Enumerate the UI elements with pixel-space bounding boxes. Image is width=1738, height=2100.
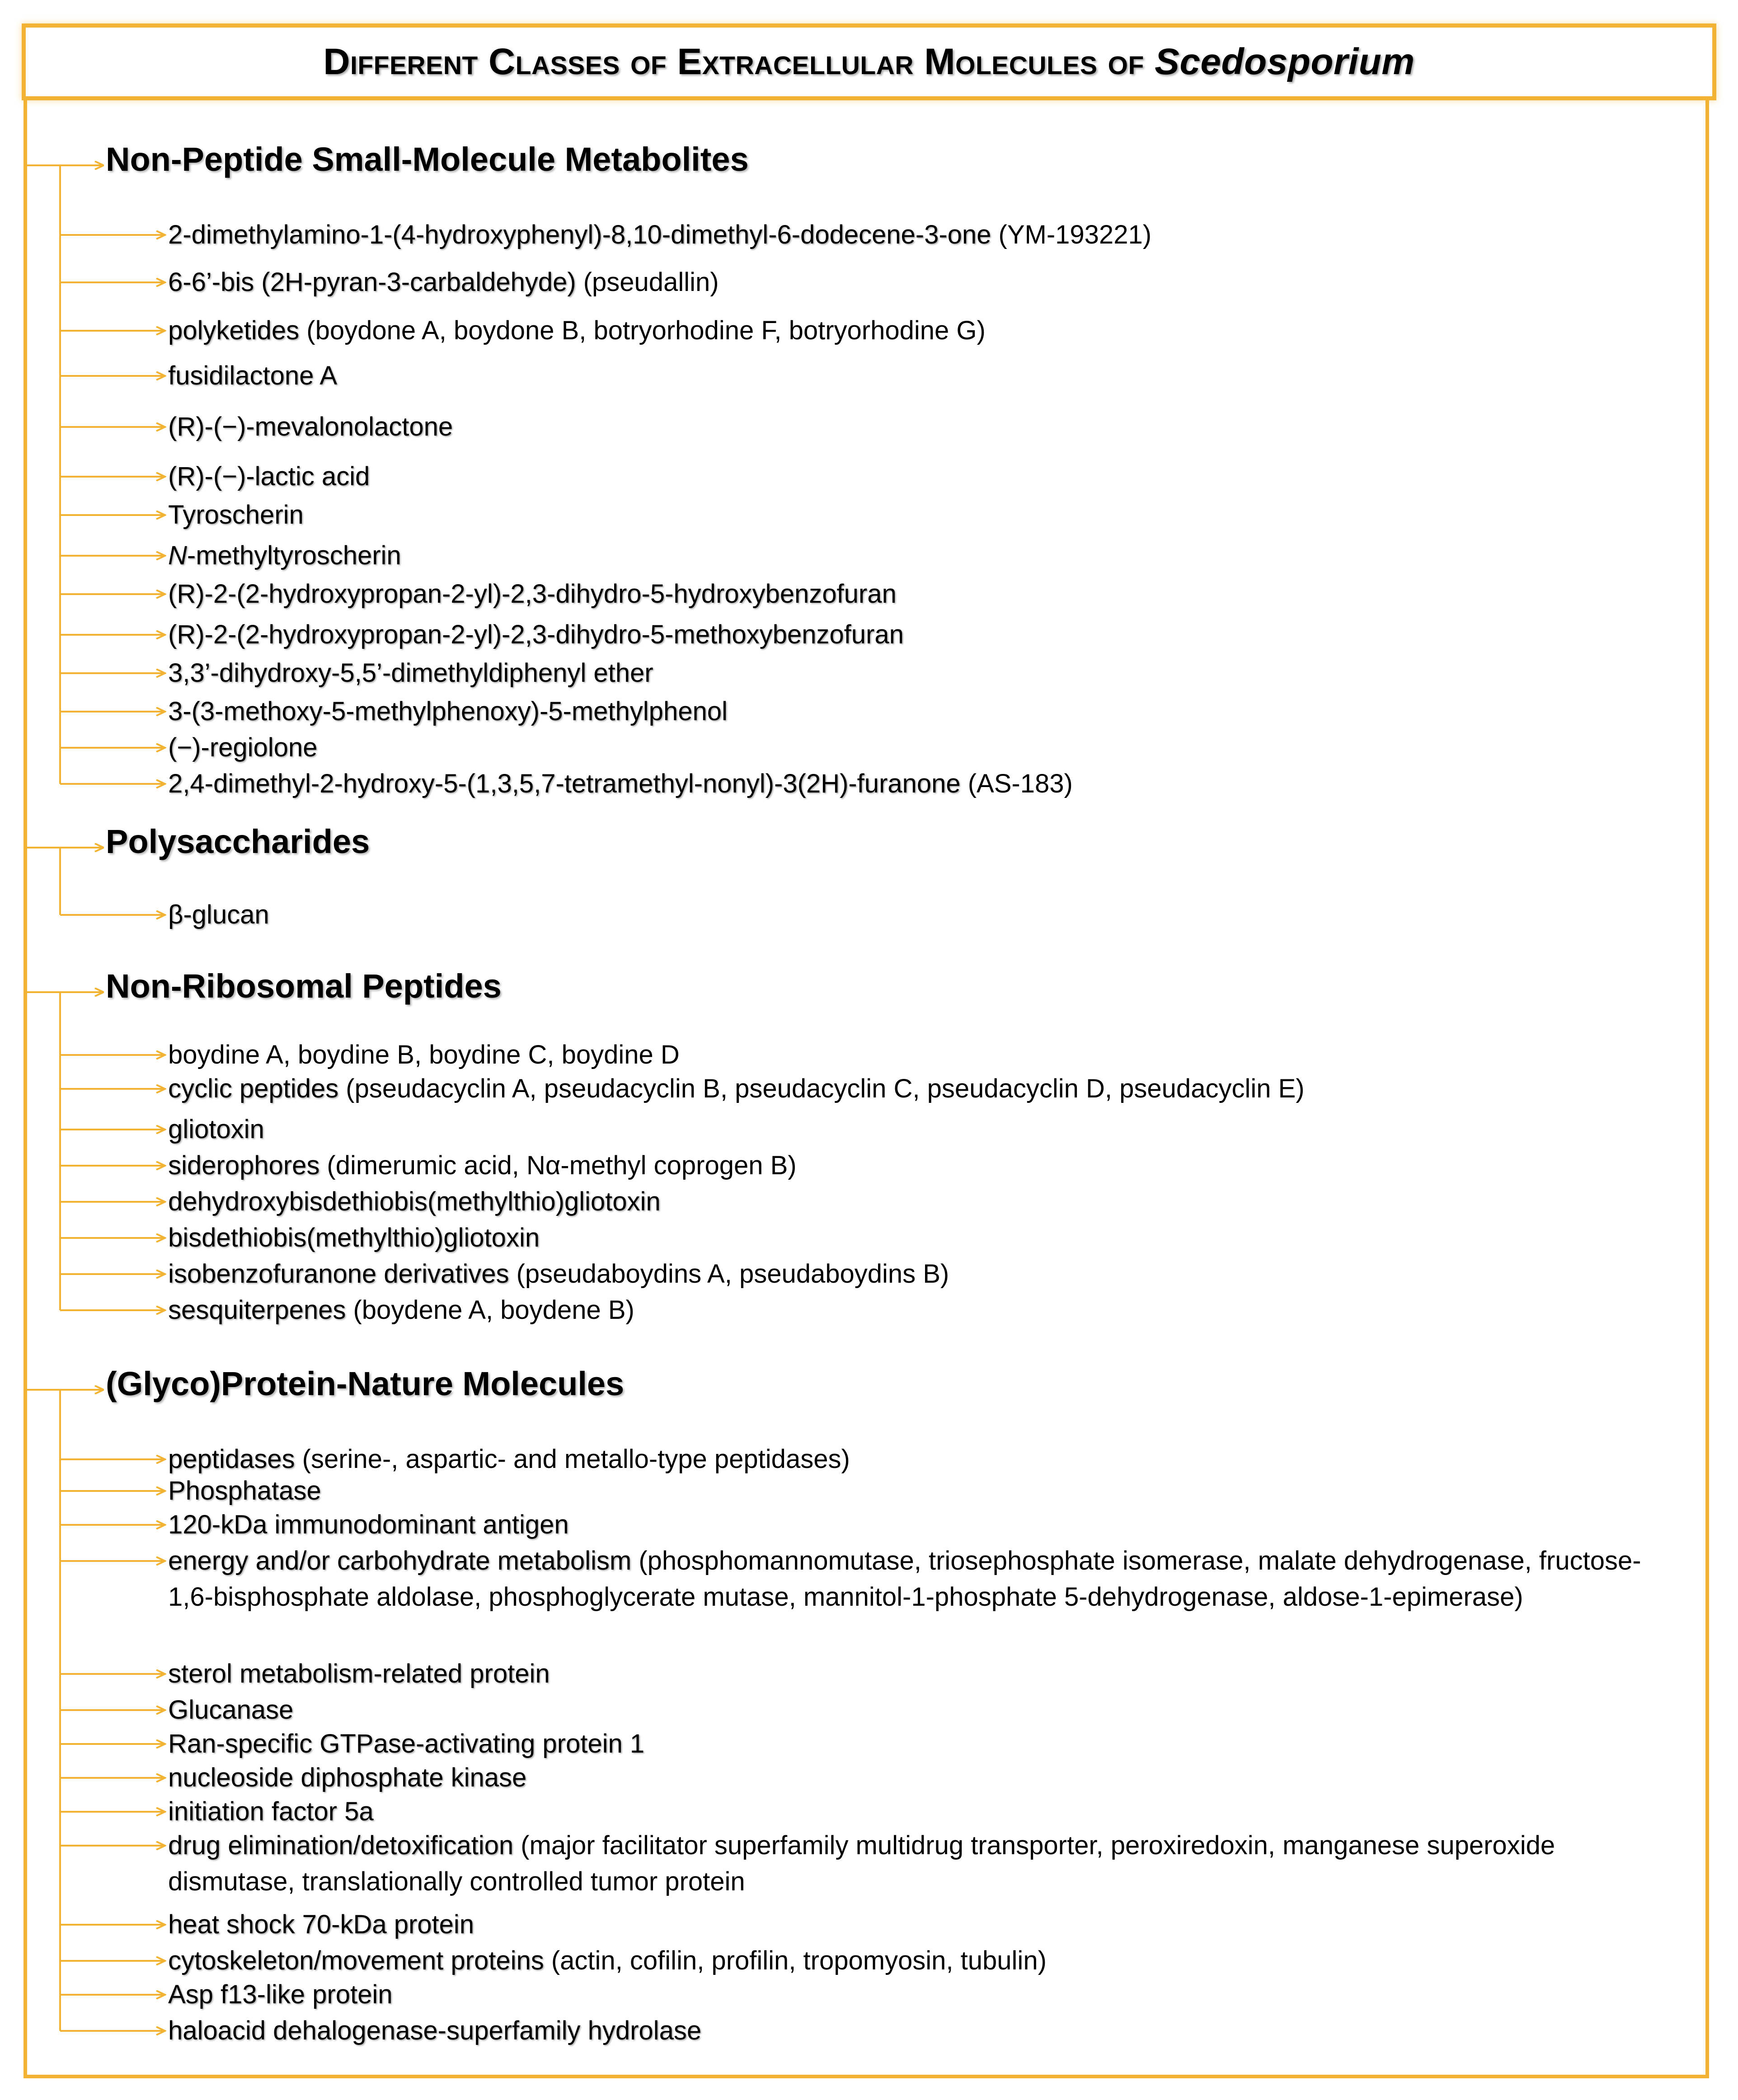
item-name: dehydroxybisdethiobis(methylthio)gliotoxin — [168, 1187, 661, 1216]
item-arrow-icon — [60, 1669, 166, 1678]
item-name: isobenzofuranone derivatives — [168, 1259, 509, 1289]
section-arrow-icon — [27, 1385, 104, 1394]
item-name: Asp f13-like protein — [168, 1980, 393, 2009]
section-arrow-icon — [27, 988, 104, 997]
item-name: Ran-specific GTPase-activating protein 1 — [168, 1729, 645, 1758]
item-text — [168, 2013, 1668, 2049]
item-name: peptidases — [168, 1444, 295, 1474]
item-arrow-icon — [60, 472, 166, 481]
item-text — [168, 1256, 1668, 1292]
item-arrow-icon — [60, 630, 166, 639]
item-text — [168, 409, 1668, 445]
item-arrow-icon — [60, 1841, 166, 1850]
item-name: sesquiterpenes — [168, 1295, 346, 1325]
item-arrow-icon — [60, 1270, 166, 1279]
item-arrow-icon — [60, 1956, 166, 1965]
item-detail: (YM-193221) — [991, 220, 1152, 249]
item-detail: (major facilitator superfamily multidrug transporter, peroxiredoxin, manganese superoxide dismutase, translationally controlled tumor protein — [168, 1831, 1555, 1896]
item-text — [168, 1943, 1668, 1979]
section-arrow-icon — [27, 161, 104, 170]
item-text — [168, 1184, 1668, 1220]
item-text — [168, 1977, 1668, 2013]
item-arrow-icon — [60, 1455, 166, 1464]
item-arrow-icon — [60, 1161, 166, 1170]
section-arrow-icon — [27, 843, 104, 852]
item-text — [168, 313, 1668, 349]
item-text — [168, 730, 1668, 766]
item-arrow-icon — [60, 743, 166, 752]
item-name: fusidilactone A — [168, 361, 338, 390]
item-text — [168, 655, 1668, 691]
item-text — [168, 1656, 1668, 1692]
item-text — [168, 1071, 1668, 1107]
item-arrow-icon — [60, 326, 166, 335]
item-name: bisdethiobis(methylthio)gliotoxin — [168, 1223, 540, 1252]
item-arrow-icon — [60, 1197, 166, 1206]
item-name: cyclic peptides — [168, 1074, 339, 1103]
item-name-italic: N — [168, 541, 187, 570]
item-text — [168, 217, 1668, 253]
item-name: β-glucan — [168, 900, 269, 929]
item-name: haloacid dehalogenase-superfamily hydrolase — [168, 2016, 702, 2045]
section-heading: Non-Peptide Small-Molecule Metabolites — [106, 141, 749, 178]
item-arrow-icon — [60, 1807, 166, 1816]
section-heading: (Glyco)Protein-Nature Molecules — [106, 1365, 625, 1402]
item-name: cytoskeleton/movement proteins — [168, 1946, 544, 1975]
item-name: (R)-(−)-mevalonolactone — [168, 412, 453, 441]
item-name: initiation factor 5a — [168, 1797, 374, 1826]
item-arrow-icon — [60, 551, 166, 560]
item-text — [168, 264, 1668, 300]
item-detail: (pseudallin) — [576, 267, 719, 297]
item-name: Tyroscherin — [168, 500, 304, 530]
item-detail: (boydone A, boydone B, botryorhodine F, botryorhodine G) — [299, 316, 986, 345]
frame-right-line — [1705, 86, 1709, 2078]
item-name: 3-(3-methoxy-5-methylphenoxy)-5-methylphenol — [168, 697, 728, 726]
item-detail: (AS-183) — [960, 769, 1073, 798]
item-arrow-icon — [60, 511, 166, 520]
item-name: 6-6’-bis (2H-pyran-3-carbaldehyde) — [168, 267, 576, 297]
item-name: drug elimination/detoxification — [168, 1831, 514, 1860]
item-arrow-icon — [60, 230, 166, 239]
item-text — [168, 1543, 1668, 1615]
item-arrow-icon — [60, 910, 166, 919]
item-arrow-icon — [60, 1990, 166, 1999]
item-name: nucleoside diphosphate kinase — [168, 1763, 527, 1792]
item-arrow-icon — [60, 1706, 166, 1715]
item-name: -methyltyroscherin — [187, 541, 401, 570]
item-arrow-icon — [60, 422, 166, 431]
item-detail: boydine A, boydine B, boydine C, boydine D — [168, 1040, 680, 1069]
title-box — [22, 23, 1716, 100]
item-detail: (pseudacyclin A, pseudacyclin B, pseudacyclin C, pseudacyclin D, pseudacyclin E) — [338, 1074, 1305, 1103]
page-title — [323, 41, 1414, 83]
item-detail: (dimerumic acid, Nα-methyl coprogen B) — [319, 1151, 797, 1180]
item-text — [168, 1692, 1668, 1728]
item-text — [168, 1473, 1668, 1509]
item-arrow-icon — [60, 278, 166, 287]
item-arrow-icon — [60, 1739, 166, 1748]
item-text — [168, 1292, 1668, 1328]
item-name: Glucanase — [168, 1695, 294, 1725]
item-text — [168, 1441, 1668, 1477]
item-name: (−)-regiolone — [168, 733, 318, 762]
item-name: Phosphatase — [168, 1476, 321, 1505]
section-heading: Non-Ribosomal Peptides — [106, 967, 502, 1005]
item-detail: (boydene A, boydene B) — [346, 1295, 634, 1325]
item-arrow-icon — [60, 1084, 166, 1093]
item-name: 120-kDa immunodominant antigen — [168, 1510, 569, 1539]
item-name: polyketides — [168, 316, 300, 345]
item-text — [168, 897, 1668, 933]
item-arrow-icon — [60, 1050, 166, 1059]
item-arrow-icon — [60, 1486, 166, 1495]
item-text — [168, 766, 1668, 802]
item-text — [168, 1111, 1668, 1148]
item-text — [168, 1148, 1668, 1184]
item-text — [168, 1726, 1668, 1762]
item-text — [168, 694, 1668, 730]
item-detail: (serine-, aspartic- and metallo-type peptidases) — [295, 1444, 850, 1474]
item-text — [168, 576, 1668, 612]
item-text — [168, 1828, 1668, 1900]
item-name: 2,4-dimethyl-2-hydroxy-5-(1,3,5,7-tetramethyl-nonyl)-3(2H)-furanone — [168, 769, 961, 798]
item-arrow-icon — [60, 1920, 166, 1929]
item-name: (R)-(−)-lactic acid — [168, 462, 370, 491]
section-connector-line — [59, 848, 61, 915]
item-name: 2-dimethylamino-1-(4-hydroxyphenyl)-8,10-dimethyl-6-dodecene-3-one — [168, 220, 991, 249]
item-name: (R)-2-(2-hydroxypropan-2-yl)-2,3-dihydro-5-methoxybenzofuran — [168, 620, 904, 649]
item-text — [168, 1037, 1668, 1073]
frame-left-line — [23, 59, 27, 2078]
item-text — [168, 1507, 1668, 1543]
item-arrow-icon — [60, 590, 166, 599]
section-connector-line — [59, 992, 61, 1310]
item-text — [168, 1794, 1668, 1830]
item-name: 3,3’-dihydroxy-5,5’-dimethyldiphenyl ether — [168, 658, 653, 688]
item-arrow-icon — [60, 779, 166, 788]
item-text — [168, 459, 1668, 495]
item-text — [168, 538, 1668, 574]
title-prefix: Different Classes of Extracellular Molecules of — [323, 41, 1144, 82]
title-genus: Scedosporium — [1155, 41, 1415, 82]
item-name: heat shock 70-kDa protein — [168, 1910, 474, 1939]
frame-bottom-line — [23, 2075, 1709, 2078]
item-detail: (phosphomannomutase, triosephosphate isomerase, malate dehydrogenase, fructose-1,6-bisphosphate aldolase, phosphoglycerate mutase, mannitol-1-phosphate 5-dehydrogenase, aldose-1-epimerase) — [168, 1546, 1641, 1612]
item-text — [168, 1220, 1668, 1256]
item-text — [168, 497, 1668, 533]
item-text — [168, 358, 1668, 394]
item-arrow-icon — [60, 1233, 166, 1242]
section-heading: Polysaccharides — [106, 823, 370, 860]
item-arrow-icon — [60, 371, 166, 380]
item-arrow-icon — [60, 669, 166, 678]
item-name: energy and/or carbohydrate metabolism — [168, 1546, 632, 1575]
item-arrow-icon — [60, 1125, 166, 1134]
item-detail: (actin, cofilin, profilin, tropomyosin, tubulin) — [544, 1946, 1047, 1975]
item-arrow-icon — [60, 707, 166, 716]
item-name: gliotoxin — [168, 1115, 264, 1144]
item-name: siderophores — [168, 1151, 320, 1180]
item-text — [168, 1907, 1668, 1943]
item-text — [168, 617, 1668, 653]
item-arrow-icon — [60, 1306, 166, 1315]
item-name: (R)-2-(2-hydroxypropan-2-yl)-2,3-dihydro-5-hydroxybenzofuran — [168, 579, 897, 609]
item-text — [168, 1760, 1668, 1796]
item-name: sterol metabolism-related protein — [168, 1659, 550, 1688]
item-arrow-icon — [60, 2026, 166, 2035]
item-arrow-icon — [60, 1773, 166, 1782]
item-detail: (pseudaboydins A, pseudaboydins B) — [509, 1259, 949, 1289]
item-arrow-icon — [60, 1520, 166, 1529]
item-arrow-icon — [60, 1556, 166, 1566]
